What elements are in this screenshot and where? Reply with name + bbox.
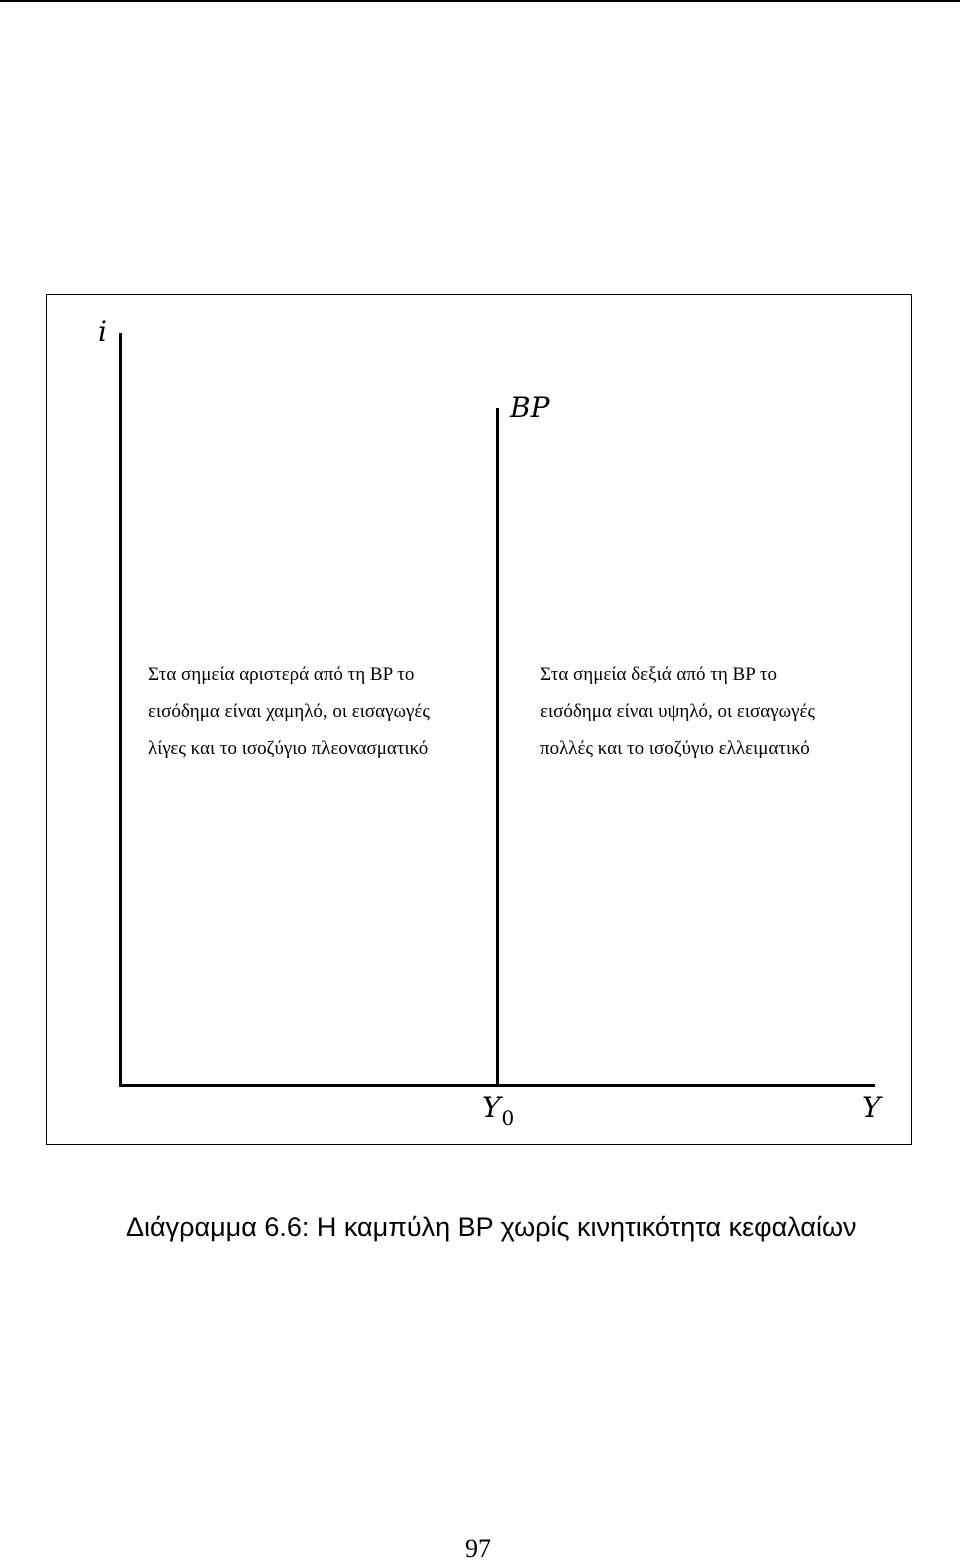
bp-curve-label: BP bbox=[510, 391, 550, 424]
left-note-line: λίγες και το ισοζύγιο πλεονασματικό bbox=[148, 738, 429, 759]
page-number: 97 bbox=[465, 1534, 491, 1563]
right-note-line: εισόδημα είναι υψηλό, οι εισαγωγές bbox=[540, 701, 816, 722]
y-axis bbox=[119, 333, 122, 1087]
left-region-note bbox=[148, 656, 430, 767]
bp-curve bbox=[496, 408, 499, 1085]
left-note-line: Στα σημεία αριστερά από τη BP το bbox=[148, 664, 415, 685]
y-axis-label: i bbox=[98, 315, 107, 348]
x-axis-label: Y bbox=[862, 1091, 881, 1124]
y0-label bbox=[482, 1091, 515, 1130]
y0-label-subscript: 0 bbox=[501, 1106, 515, 1130]
left-note-line: εισόδημα είναι χαμηλό, οι εισαγωγές bbox=[148, 701, 430, 722]
y0-label-main: Y bbox=[482, 1091, 501, 1124]
right-note-line: πολλές και το ισοζύγιο ελλειματικό bbox=[540, 738, 810, 759]
right-note-line: Στα σημεία δεξιά από τη BP το bbox=[540, 664, 777, 685]
top-rule bbox=[0, 0, 960, 2]
right-region-note bbox=[540, 656, 815, 767]
figure-caption: Διάγραμμα 6.6: Η καμπύλη BP χωρίς κινητικότητα κεφαλαίων bbox=[126, 1212, 857, 1242]
